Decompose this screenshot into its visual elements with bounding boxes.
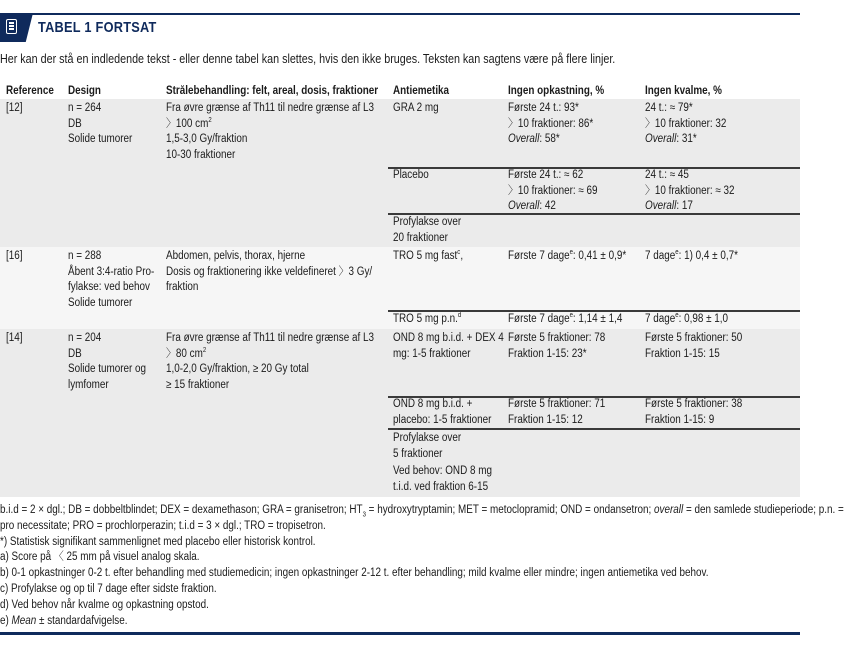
cell-antiemetic: Profylakse over 5 fraktioner [393,432,462,460]
document-list-icon [6,19,17,34]
cell-antiemetic: Profylakse over 20 fraktioner [393,216,462,244]
header-rule [0,13,800,15]
footnote-a: a) Score på 〈 25 mm på visuel analog skala. [0,551,200,564]
col-header-reference: Reference [6,85,54,97]
cell-no-nausea: 7 dage$^e$: 1) 0,4 ± 0,7* [645,249,738,262]
footnotes [0,503,844,629]
footnote-b: b) 0-1 opkastninger 0-2 t. efter behandling med studiemedicin; ingen opkastninger 2-12 t. efter behandling; mild kvalme eller mindre; ingen antiemetika ved behov. [0,567,709,580]
col-header-no-nausea: Ingen kvalme, % [645,85,722,97]
cell-no-nausea: 24 t.: ≈ 79* 〉10 fraktioner: 32 Overall: 31* [645,102,727,145]
cell-radiation: Fra øvre grænse af Th11 til nedre grænse af L3 〉100 $cm^2$ 1,5-3,0 Gy/fraktion 10-30 fraktioner [166,102,374,161]
cell-no-nausea: Første 5 fraktioner: 38 Fraktion 1-15: 9 [645,398,743,426]
cell-reference: [14] [6,332,23,344]
cell-reference: [16] [6,250,23,262]
cell-no-vomiting: Første 7 dage$^e$: 0,41 ± 0,9* [508,249,627,262]
intro-text: Her kan der stå en indledende tekst - eller denne tabel kan slettes, hvis den ikke bruges. Teksten kan sagtens være på flere linjer. [0,52,616,66]
cell-antiemetic: TRO 5 mg p.n.$^d$ [393,312,462,325]
footnote-c: c) Profylakse og op til 7 dage efter sidste fraktion. [0,582,217,595]
footnote-star: *) Statistisk signifikant sammenlignet med placebo eller historisk kontrol. [0,535,316,548]
cell-design: n = 204 DB Solide tumorer og lymfomer [68,332,147,391]
footnote-abbreviations-cont: pro necessitate; PRO = prochlorperazin; t.i.d = 3 × dgl.; TRO = tropisetron. [0,519,326,532]
cell-antiemetic: TRO 5 mg fast$^c$, [393,249,464,262]
cell-radiation: Fra øvre grænse af Th11 til nedre grænse af L3 〉80 $cm^2$ 1,0-2,0 Gy/fraktion, ≥ 20 Gy total ≥ 15 fraktioner [166,332,374,391]
col-header-radiation: Strålebehandling: felt, areal, dosis, fraktioner [166,85,379,97]
cell-no-nausea: 24 t.: ≈ 45 〉10 fraktioner: ≈ 32 Overall: 17 [645,169,735,212]
footnote-abbreviations: b.i.d = 2 × dgl.; DB = dobbeltblindet; DEX = dexamethason; GRA = granisetron; $HT_3$ = hydroxytryptamin; MET = metoclopramid; OND = ondansetron; overall = den samlede studieperiode; p.n. = [0,504,844,519]
cell-no-vomiting: Første 24 t.: 93* 〉10 fraktioner: 86* Overall: 58* [508,102,594,145]
cell-radiation: Abdomen, pelvis, thorax, hjerne Dosis og fraktionering ikke veldefineret 〉3 Gy/ fraktion [166,250,373,293]
cell-antiemetic: OND 8 mg b.i.d. + DEX 4 mg: 1-5 fraktioner [393,332,504,360]
cell-antiemetic: Placebo [393,169,429,181]
col-header-antiemetic: Antiemetika [393,85,450,97]
cell-antiemetic: GRA 2 mg [393,102,439,114]
cell-antiemetic: OND 8 mg b.i.d. + placebo: 1-5 fraktioner [393,398,492,426]
header-tab [0,13,33,42]
table-title: TABEL 1 FORTSAT [38,19,157,36]
col-header-design: Design [68,85,101,97]
cell-no-vomiting: Første 7 dage$^e$: 1,14 ± 1,4 [508,312,623,325]
cell-design: n = 288 Åbent 3:4-ratio Pro- fylakse: ved behov Solide tumorer [68,250,155,309]
footnote-e: e) Mean ± standardafvigelse. [0,614,128,627]
col-header-no-vomiting: Ingen opkastning, % [508,85,605,97]
cell-no-vomiting: Første 5 fraktioner: 71 Fraktion 1-15: 12 [508,398,606,426]
cell-no-vomiting: Første 5 fraktioner: 78 Fraktion 1-15: 23* [508,332,606,360]
cell-no-nausea: 7 dage$^e$: 0,98 ± 1,0 [645,312,729,325]
subrow-divider [388,428,800,430]
cell-design: n = 264 DB Solide tumorer [68,102,133,145]
cell-antiemetic: Ved behov: OND 8 mg t.i.d. ved fraktion 6-15 [393,465,492,493]
cell-reference: [12] [6,102,23,114]
footnote-d: d) Ved behov når kvalme og opkastning opstod. [0,598,209,611]
cell-no-nausea: Første 5 fraktioner: 50 Fraktion 1-15: 15 [645,332,743,360]
bottom-rule [0,632,800,635]
cell-no-vomiting: Første 24 t.: ≈ 62 〉10 fraktioner: ≈ 69 Overall: 42 [508,169,598,212]
